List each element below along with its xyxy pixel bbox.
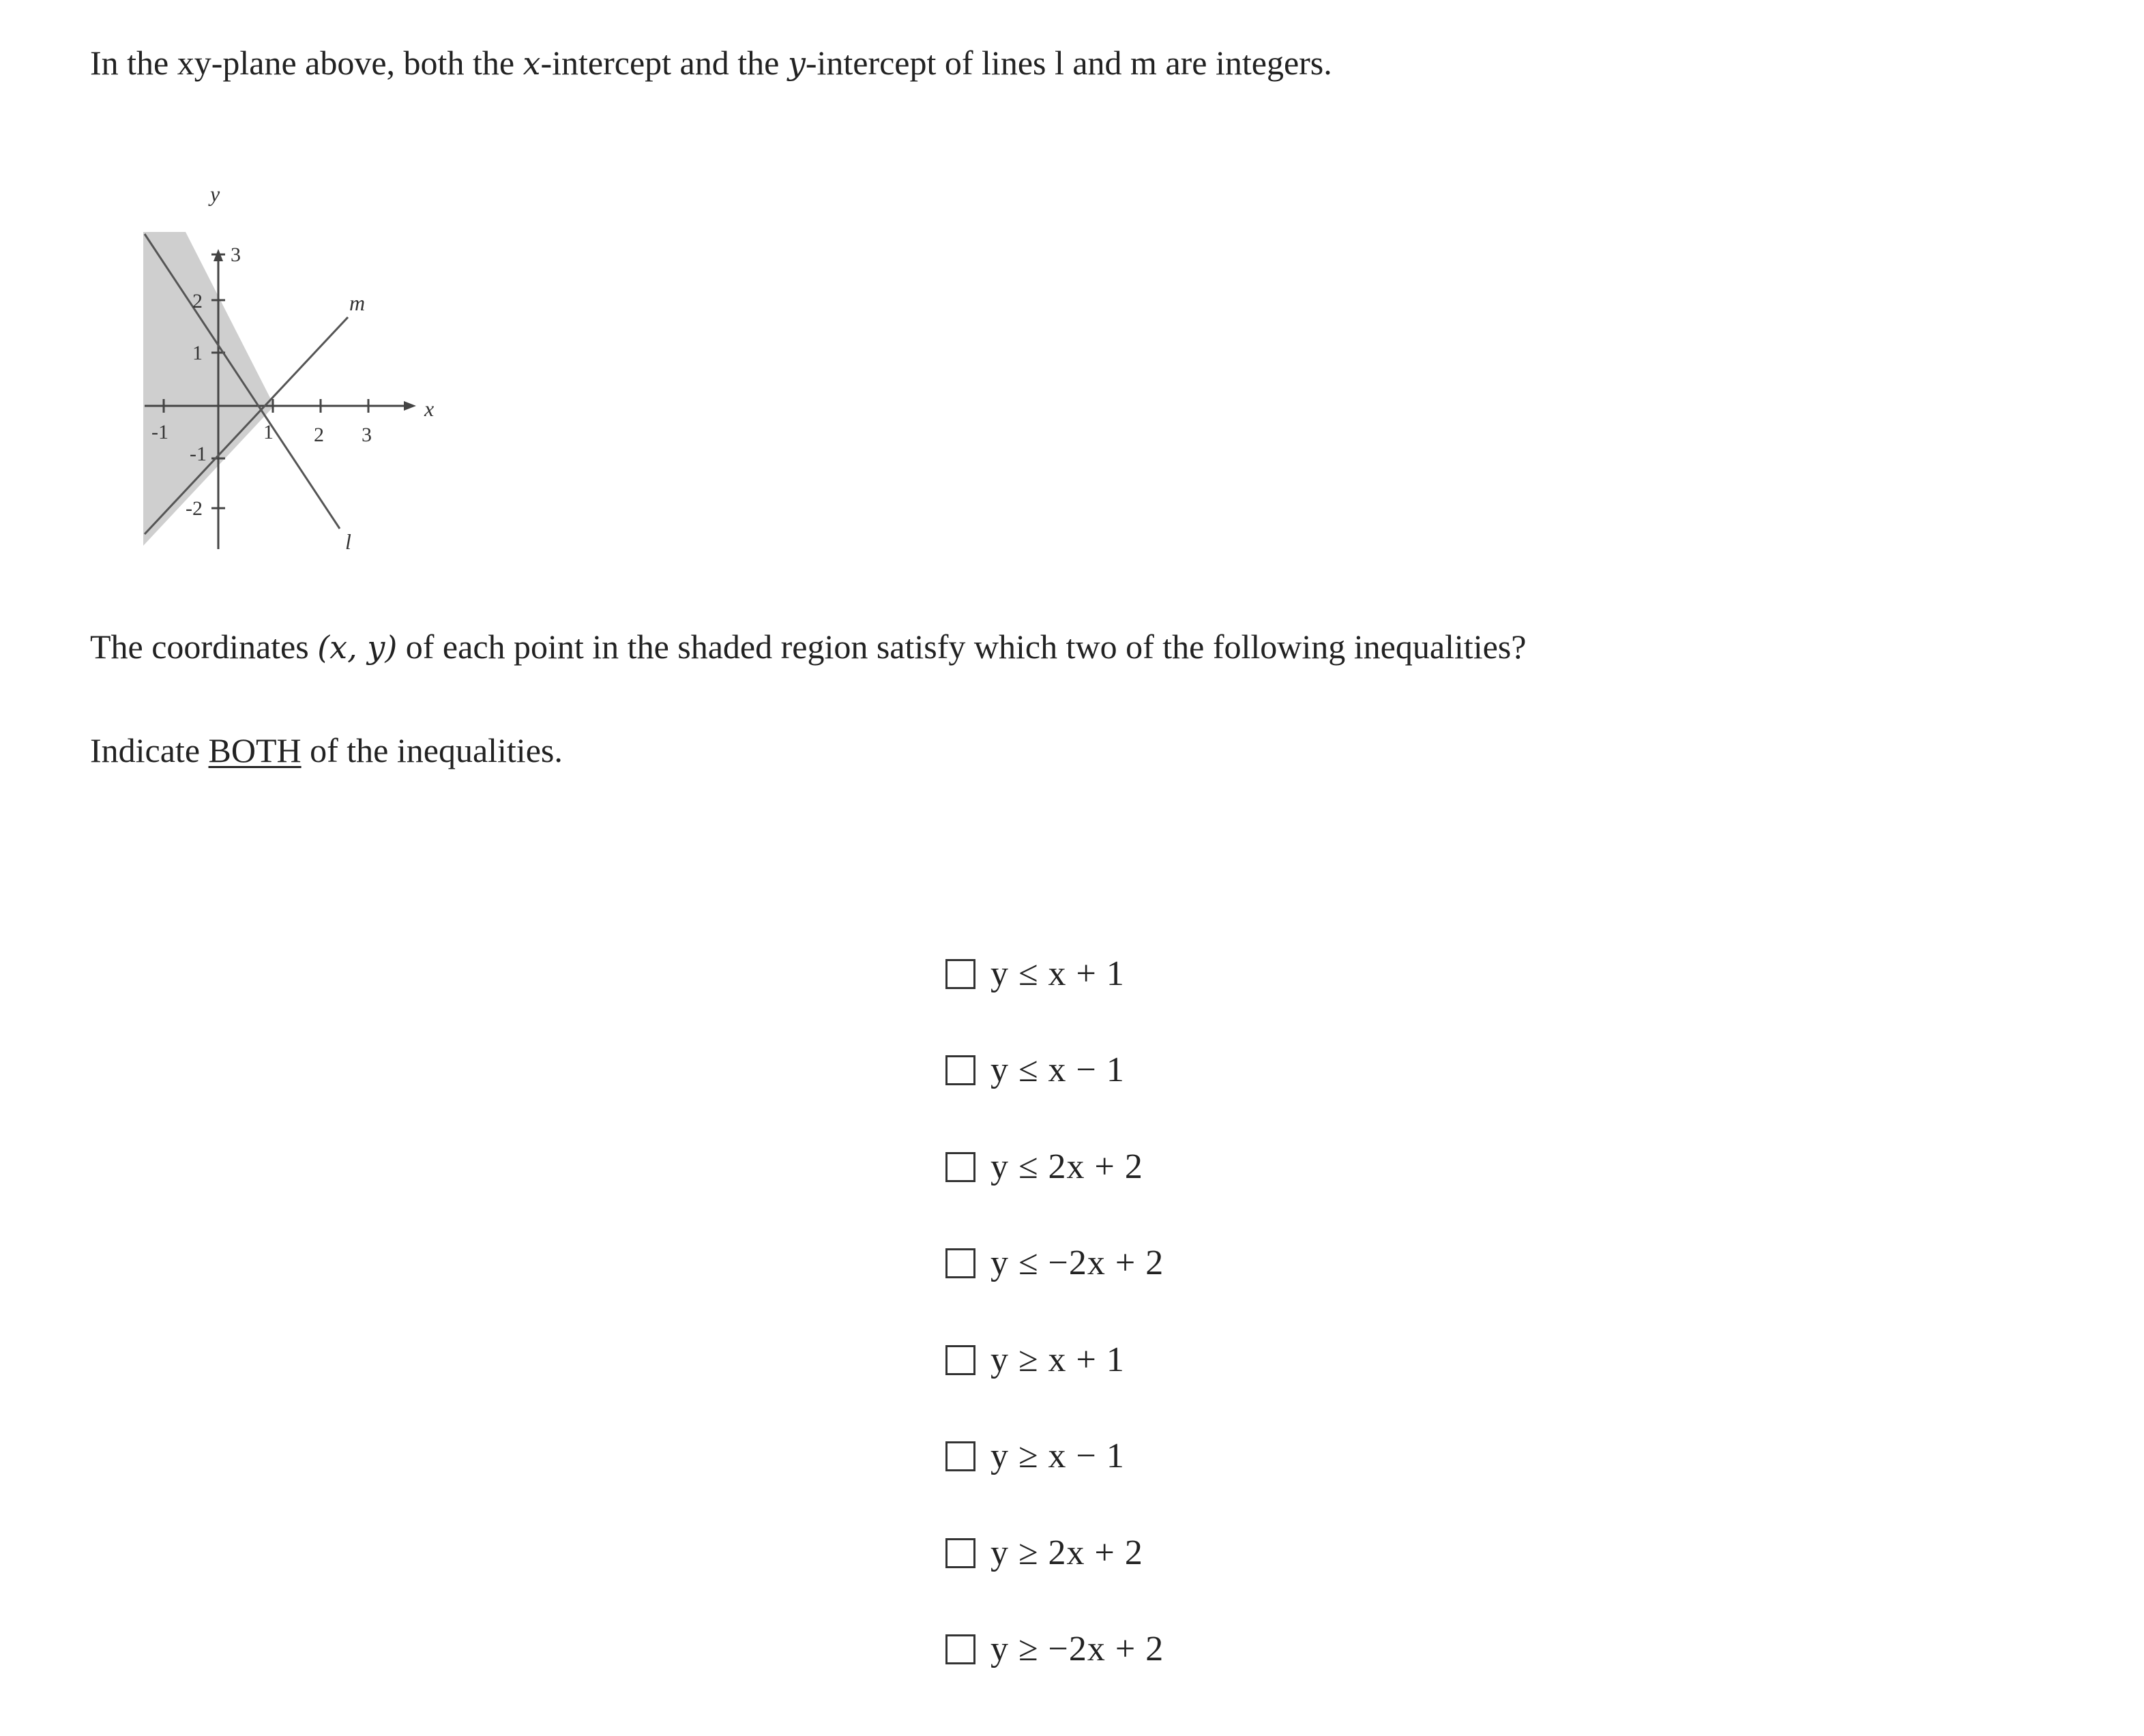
choice-label: y ≤ x − 1 [990,1050,1125,1089]
checkbox[interactable] [945,959,975,989]
checkbox[interactable] [945,1055,975,1085]
prompt-point: (x, y) [317,629,398,666]
choice-1[interactable] [945,950,1125,998]
instruction-suffix: of the inequalities. [301,731,563,769]
choice-8[interactable] [945,1625,1164,1673]
checkbox[interactable] [945,1441,975,1471]
y-axis-label: y [210,181,220,206]
x-tick-label-1: 1 [263,421,274,443]
y-tick-label-1: 1 [192,342,203,364]
line-m-label: m [349,291,366,315]
question-prompt [90,626,1526,668]
choice-label: y ≤ −2x + 2 [990,1244,1164,1282]
graph-svg [130,174,471,563]
intro-prefix: In the xy-plane above, both the [90,44,523,82]
choice-4[interactable] [945,1239,1164,1287]
choice-7[interactable] [945,1529,1143,1577]
x-axis-label: x [424,396,435,421]
instruction-prefix: Indicate [90,731,209,769]
y-tick-label-neg2: -2 [186,497,203,520]
x-tick-label-neg1: -1 [151,421,168,443]
choice-label: y ≥ −2x + 2 [990,1630,1164,1668]
prompt-prefix: The coordinates [90,628,318,666]
question-instruction [90,730,563,771]
choice-label: y ≤ x + 1 [990,954,1125,993]
instruction-emphasis: BOTH [208,731,302,769]
y-tick-label-2: 2 [192,290,203,312]
question-intro [90,42,1332,84]
choice-3[interactable] [945,1143,1143,1191]
choice-6[interactable] [945,1432,1125,1480]
x-tick-label-3: 3 [362,424,372,446]
prompt-suffix: of each point in the shaded region satisfy which two of the following inequalities? [397,628,1527,666]
checkbox[interactable] [945,1345,975,1375]
intro-y-symbol: y [787,45,806,82]
checkbox[interactable] [945,1152,975,1182]
y-tick-label-3: 3 [231,244,241,266]
intro-mid: -intercept and the [540,44,788,82]
intro-suffix: -intercept of lines l and m are integers. [805,44,1332,82]
x-axis-arrow [404,401,416,411]
checkbox[interactable] [945,1634,975,1664]
checkbox[interactable] [945,1248,975,1278]
checkbox[interactable] [945,1538,975,1568]
intro-x-symbol: x [523,45,541,82]
choice-label: y ≥ x − 1 [990,1437,1125,1475]
y-tick-label-neg1: -1 [190,443,207,465]
choice-5[interactable] [945,1336,1125,1384]
choice-label: y ≥ x + 1 [990,1340,1125,1379]
shaded-region [143,232,274,546]
coordinate-graph [130,174,471,563]
line-l-label: l [345,529,351,554]
choice-label: y ≤ 2x + 2 [990,1147,1143,1186]
choice-2[interactable] [945,1046,1125,1094]
x-tick-label-2: 2 [314,424,324,446]
choice-label: y ≥ 2x + 2 [990,1533,1143,1572]
